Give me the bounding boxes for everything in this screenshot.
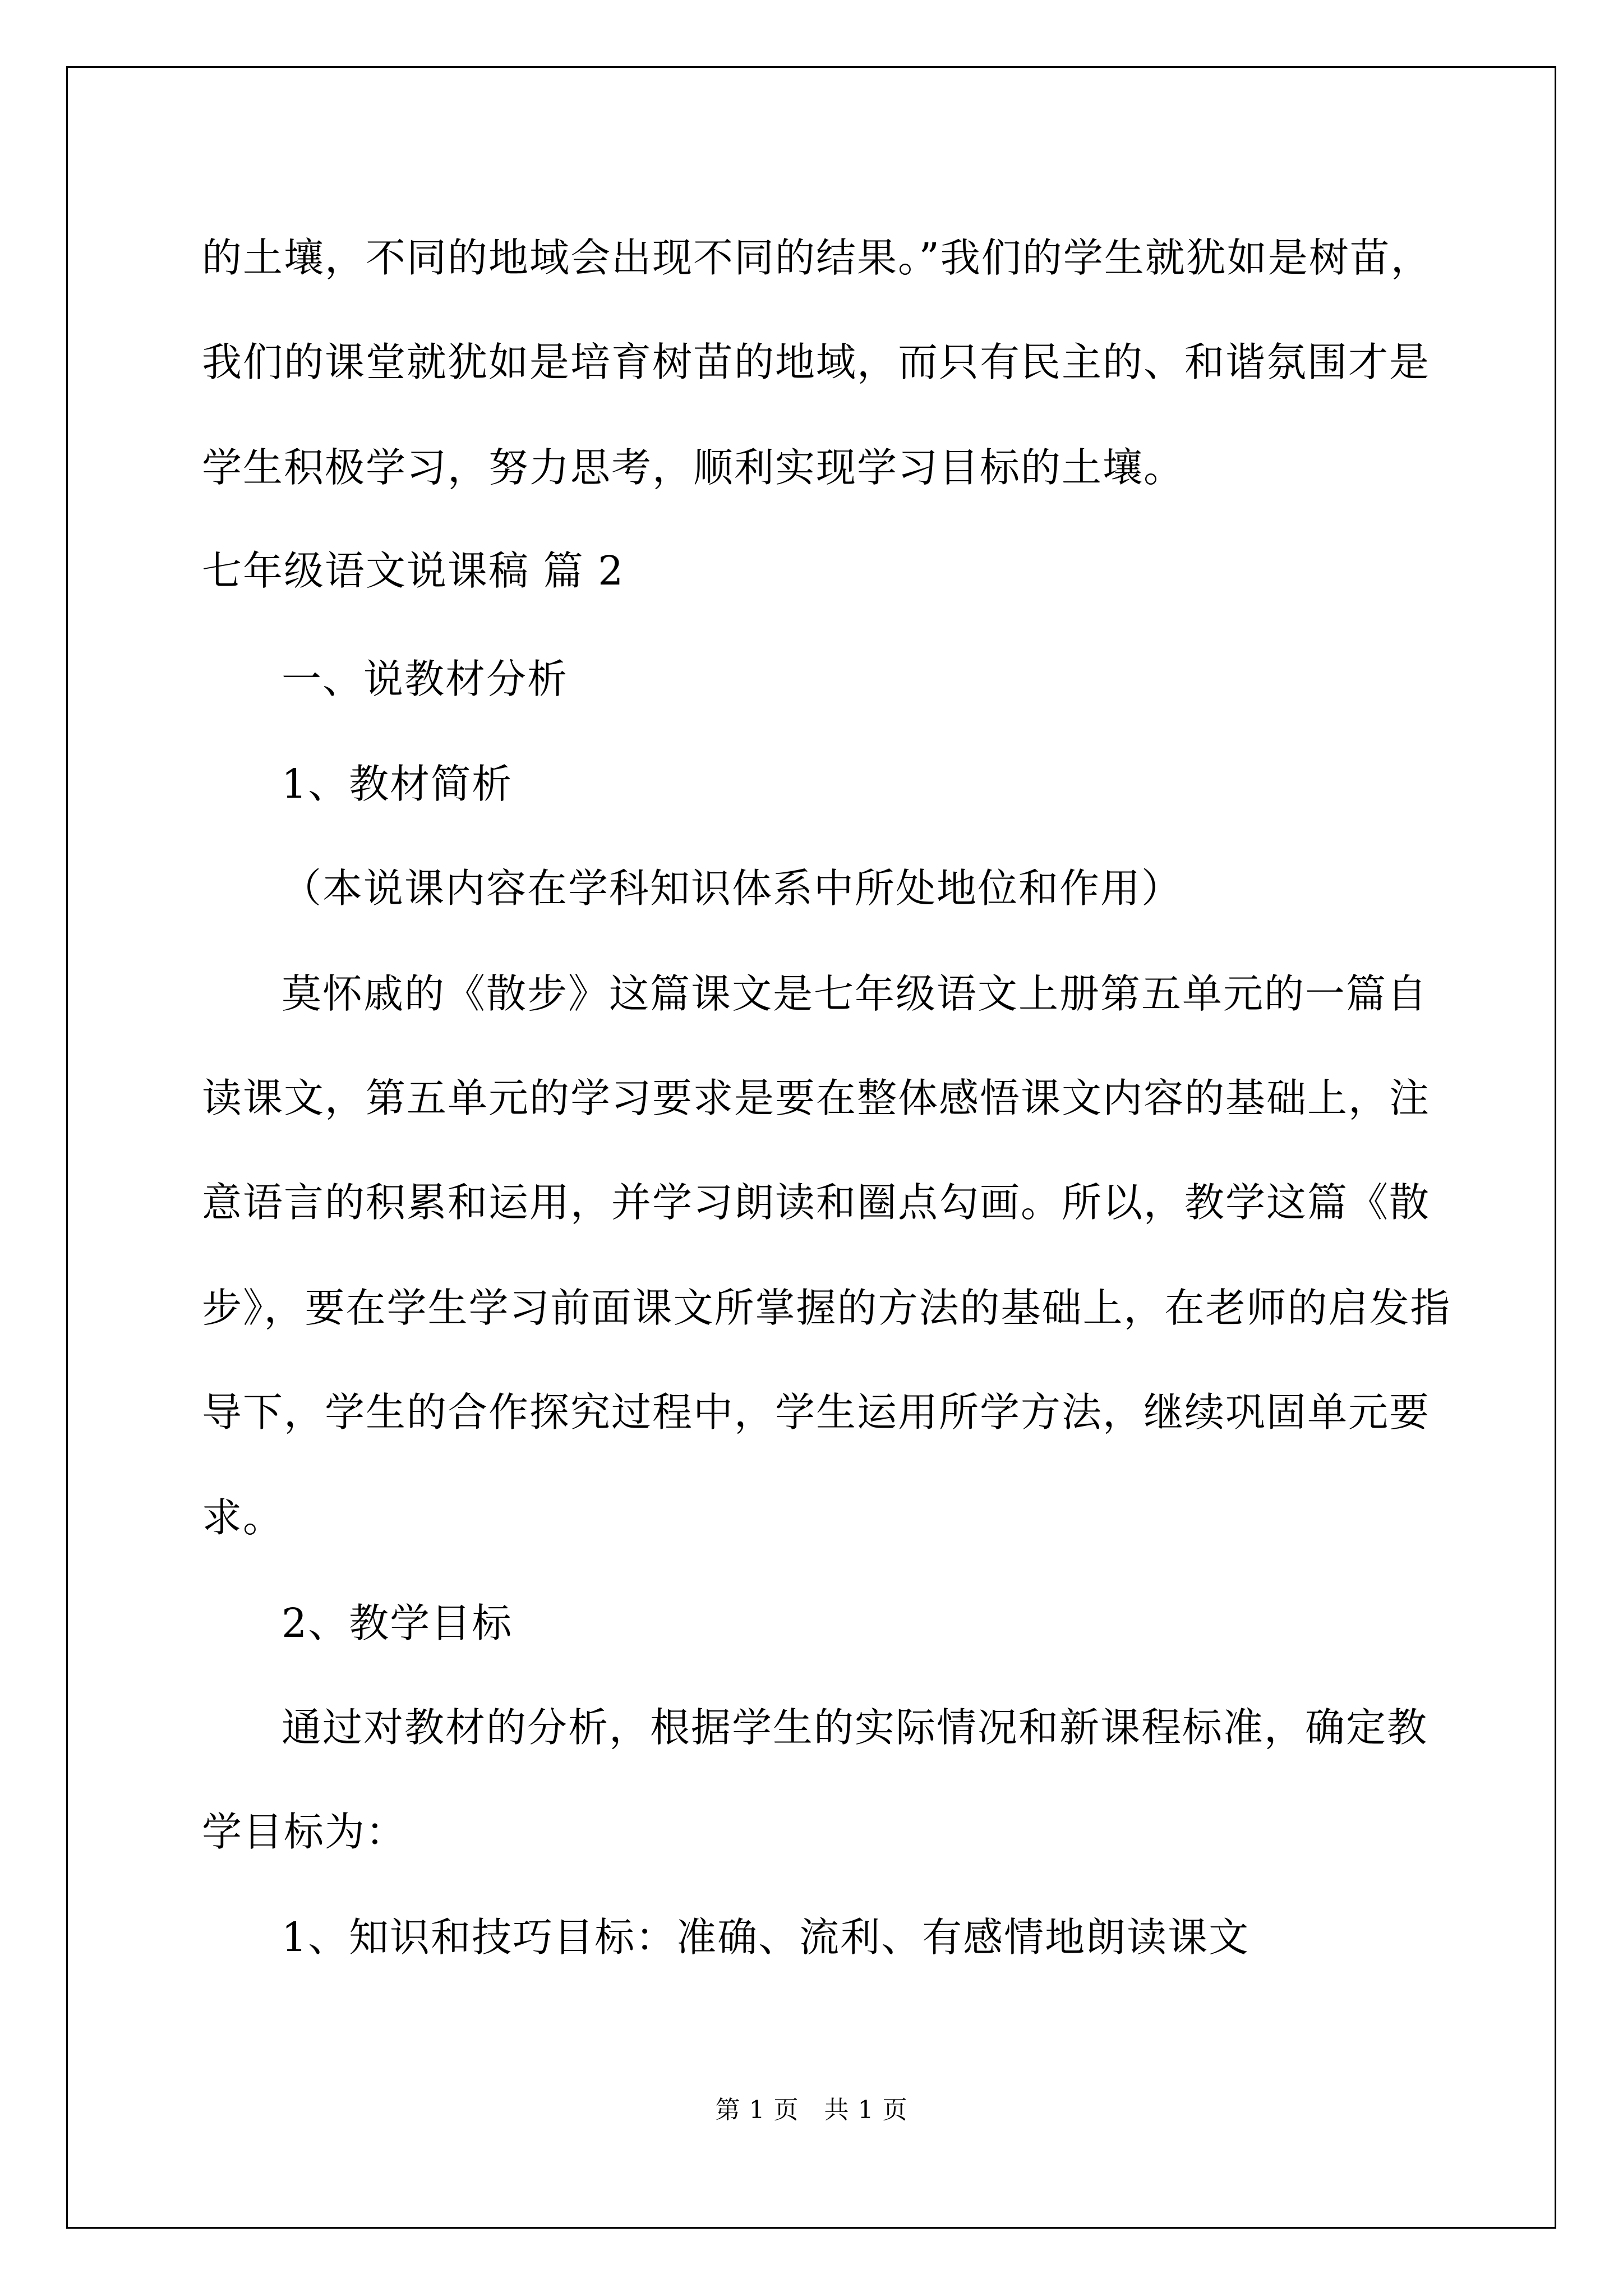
body-line-8: 导下，学生的合作探究过程中，学生运用所学方法，继续巩固单元要 xyxy=(202,1389,1431,1435)
subheading-teaching-goals: 2、教学目标 xyxy=(282,1600,513,1646)
body-line-1: 的土壤，不同的地域会出现不同的结果。”我们的学生就犹如是树苗， xyxy=(202,234,1432,281)
page-footer: 第 1 页 共 1 页 xyxy=(715,2096,908,2124)
note-line: （本说课内容在学科知识体系中所处地位和作用） xyxy=(282,865,1183,912)
body-line-11: 学目标为： xyxy=(202,1809,407,1855)
body-line-9: 求。 xyxy=(202,1494,284,1541)
heading-textbook-analysis: 一、说教材分析 xyxy=(282,656,569,702)
body-line-2: 我们的课堂就犹如是培育树苗的地域，而只有民主的、和谐氛围才是 xyxy=(202,339,1431,385)
body-line-4: 莫怀戚的《散步》这篇课文是七年级语文上册第五单元的一篇自 xyxy=(282,970,1428,1017)
body-line-12: 1、知识和技巧目标：准确、流利、有感情地朗读课文 xyxy=(282,1914,1250,1961)
subheading-textbook-brief: 1、教材简析 xyxy=(282,761,513,807)
body-line-3: 学生积极学习，努力思考，顺利实现学习目标的土壤。 xyxy=(202,444,1185,491)
body-line-5: 读课文，第五单元的学习要求是要在整体感悟课文内容的基础上，注 xyxy=(202,1075,1431,1121)
body-line-6: 意语言的积累和运用，并学习朗读和圈点勾画。所以，教学这篇《散 xyxy=(202,1179,1431,1226)
section-title: 七年级语文说课稿 篇 2 xyxy=(202,547,625,594)
body-line-10: 通过对教材的分析，根据学生的实际情况和新课程标准，确定教 xyxy=(282,1704,1428,1751)
page-border xyxy=(66,66,1556,2229)
body-line-7: 步》，要在学生学习前面课文所掌握的方法的基础上，在老师的启发指 xyxy=(202,1285,1451,1331)
